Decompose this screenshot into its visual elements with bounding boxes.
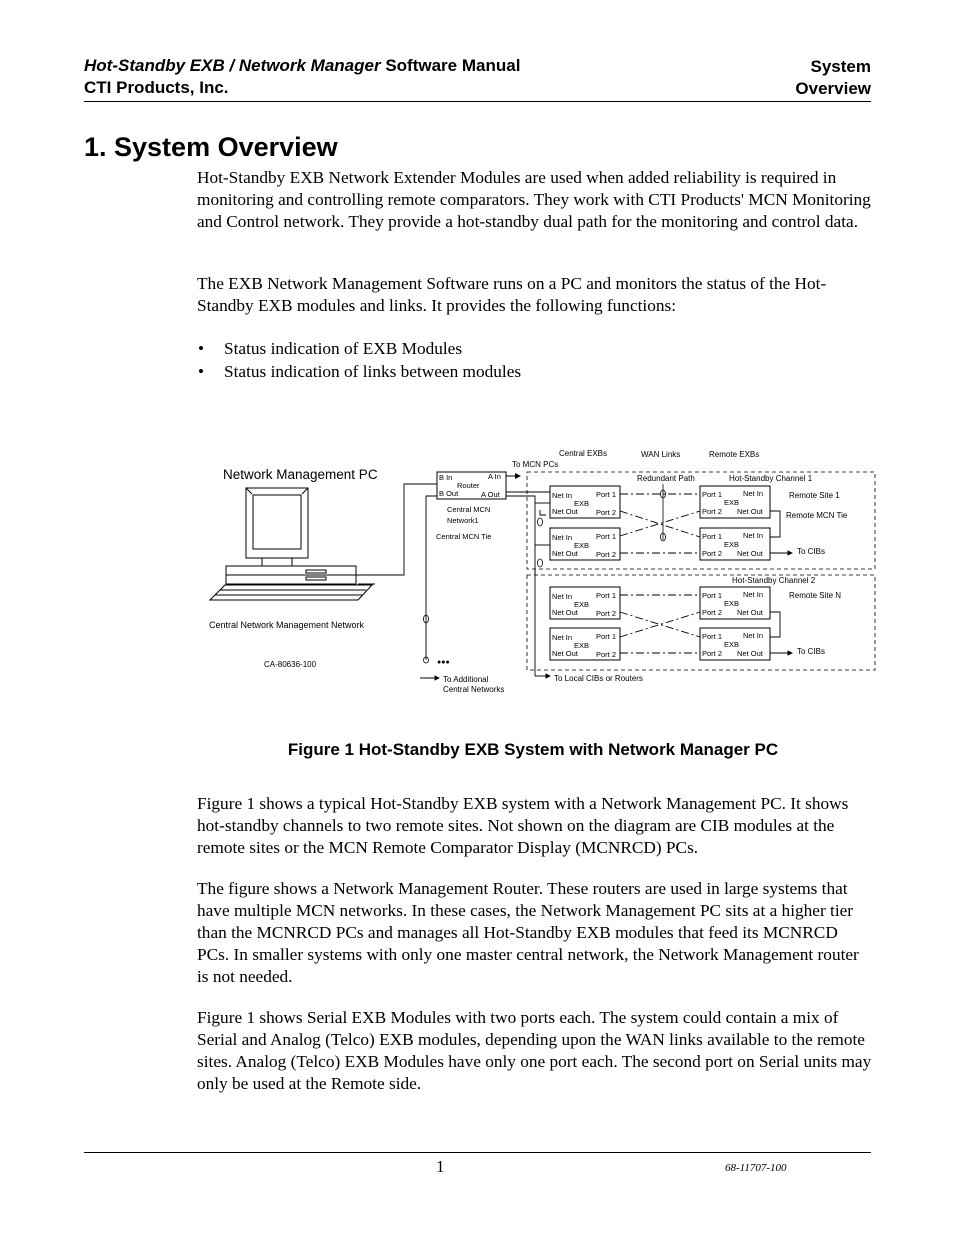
hs-channel-1-label: Hot-Standby Channel 1 [729,474,813,483]
exb-net-in: Net In [552,592,573,601]
exb-net-out: Net Out [552,608,578,617]
exb-port2: Port 2 [596,650,617,659]
remote-site-n-label: Remote Site N [789,591,842,600]
router-label: Router [457,481,480,490]
remote-exb-2 [700,528,770,560]
router-b-in: B In [439,473,453,482]
exb-label: EXB [724,540,740,549]
exb-net-out: Net Out [737,608,763,617]
hs-channel-2-label: Hot-Standby Channel 2 [732,576,816,585]
manual-title-italic: Hot-Standby EXB / Network Manager [84,56,381,75]
remote-mcn-tie-label: Remote MCN Tie [786,511,848,520]
exb-net-in: Net In [743,590,764,599]
remote-exbs-label: Remote EXBs [709,450,760,459]
document-number: 68-11707-100 [725,1162,787,1174]
exb-port1: Port 1 [702,591,723,600]
remote-exb-4 [700,628,770,660]
exb-port2: Port 2 [702,507,723,516]
exb-port1: Port 1 [596,591,617,600]
function-list [197,337,521,383]
remote-exb-3 [700,587,770,619]
exb-port1: Port 1 [596,490,617,499]
page-footer [84,1152,871,1176]
nm-pc-label: Network Management PC [223,467,378,482]
exb-net-in: Net In [743,631,764,640]
list-item-text: Status indication of EXB Modules [224,339,463,358]
router-a-in: A In [488,472,501,481]
wan-links-label: WAN Links [641,450,681,459]
central-networks-label: Central Networks [443,685,505,694]
exb-net-out: Net Out [552,507,578,516]
paragraph-3: Figure 1 shows a typical Hot-Standby EXB system with a Network Management PC. It shows hot-standby channels to two remote sites. Not shown on the diagram are CIB modules at the remote sites or the MCN Remote Comparator Display (MCNRCD) PCs. [197,794,849,857]
exb-label: EXB [574,600,590,609]
exb-net-in: Net In [743,531,764,540]
exb-net-out: Net Out [737,507,763,516]
remote-site-1-label: Remote Site 1 [789,491,840,500]
bullet-icon: • [198,362,205,381]
central-exb-4 [550,628,620,660]
central-exb-3 [550,587,620,619]
ca-number-label: CA-80636-100 [264,660,317,669]
exb-label: EXB [724,599,740,608]
to-mcn-pcs-label: To MCN PCs [512,460,559,469]
company-name: CTI Products, Inc. [84,78,229,97]
system-diagram [200,440,880,700]
paragraph-1: Hot-Standby EXB Network Extender Modules are used when added reliability is required in monitoring and controlling remote comparators. They work with CTI Products' MCN Monitoring and Control network. They provide a hot-standby dual path for the monitoring and control data. [197,168,871,231]
central-exbs-label: Central EXBs [559,449,608,458]
exb-net-out: Net Out [737,549,763,558]
central-exb-1 [550,486,620,518]
exb-label: EXB [724,498,740,507]
exb-port1: Port 1 [596,532,617,541]
exb-net-in: Net In [552,533,573,542]
list-item [197,360,521,383]
section-name-line1: System [810,57,871,76]
exb-port2: Port 2 [702,549,723,558]
to-local-label: To Local CIBs or Routers [554,674,643,683]
paragraph-4: The figure shows a Network Management Router. These routers are used in large systems that have multiple MCN networks. In these cases, the Network Management PC sits at a higher tier than the MCNRCD PCs and manages all Hot-Standby EXB modules that feed its MCNRCD PCs. In smaller systems with only one master central network, the Network Management router is not needed. [197,879,859,986]
router-b-out: B Out [439,489,459,498]
exb-label: EXB [724,640,740,649]
paragraph-2: The EXB Network Management Software runs on a PC and monitors the status of the Hot-Standby EXB modules and links. It provides the following functions: [197,274,827,315]
router-a-out: A Out [481,490,500,499]
list-item [197,337,521,360]
remote-exb-1 [700,486,770,518]
exb-port2: Port 2 [702,608,723,617]
ellipsis-icon: ●●● [437,659,450,666]
exb-net-in: Net In [743,489,764,498]
to-cibs-label-1: To CIBs [797,547,826,556]
section-heading: 1. System Overview [84,132,338,162]
central-exb-2 [550,528,620,560]
redundant-path-label: Redundant Path [637,474,695,483]
exb-label: EXB [574,641,590,650]
exb-port1: Port 1 [596,632,617,641]
to-cibs-label-2: To CIBs [797,647,826,656]
figure-caption: Figure 1 Hot-Standby EXB System with Network Manager PC [287,740,779,759]
exb-net-out: Net Out [552,649,578,658]
exb-port1: Port 1 [702,490,723,499]
exb-net-in: Net In [552,491,573,500]
to-additional-label: To Additional [443,675,489,684]
exb-label: EXB [574,499,590,508]
exb-port2: Port 2 [702,649,723,658]
central-nm-network-label: Central Network Management Network [209,620,365,630]
exb-net-in: Net In [552,633,573,642]
exb-net-out: Net Out [552,549,578,558]
list-item-text: Status indication of links between modules [224,362,522,381]
bullet-icon: • [198,339,205,358]
exb-net-out: Net Out [737,649,763,658]
page-header [84,56,871,102]
exb-port1: Port 1 [702,532,723,541]
section-name-line2: Overview [795,79,871,98]
page-number: 1 [436,1157,445,1176]
pc-illustration-icon [210,488,375,600]
exb-port1: Port 1 [702,632,723,641]
manual-title [84,56,520,76]
paragraph-5: Figure 1 shows Serial EXB Modules with two ports each. The system could contain a mix of Serial and Analog (Telco) EXB modules, depending upon the WAN links available to the remote sites. Analog (Telco) EXB Modules have only one port each. The second port on Serial units may only be used at the Remote side. [197,1008,872,1093]
central-mcn-tie-label: Central MCN Tie [436,532,492,541]
exb-port2: Port 2 [596,609,617,618]
manual-title-rest: Software Manual [380,56,521,75]
exb-port2: Port 2 [596,550,617,559]
network1-label: Network1 [447,516,479,525]
exb-label: EXB [574,541,590,550]
section-name [795,56,871,100]
exb-port2: Port 2 [596,508,617,517]
central-mcn-label: Central MCN [447,505,491,514]
